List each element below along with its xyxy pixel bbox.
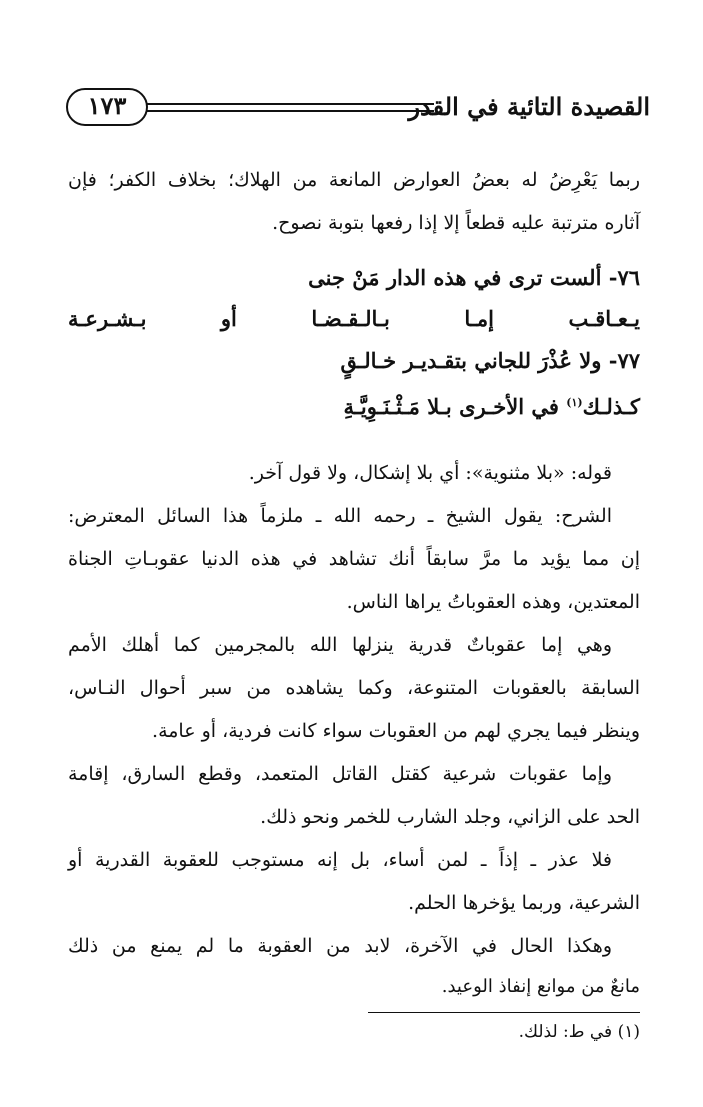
paragraph-line: مانعٌ من موانع إنفاذ الوعيد. bbox=[441, 976, 640, 997]
paragraph-line: المعتدين، وهذه العقوباتُ يراها الناس. bbox=[346, 591, 640, 613]
paragraph-line: الشرح: يقول الشيخ ـ رحمه الله ـ ملزماً هذا السائل المعترض: bbox=[68, 505, 612, 527]
verse-77-first-hemistich: ٧٧- ولا عُذْرَ للجاني بتقـديـر خـالـقٍ bbox=[340, 348, 640, 373]
intro-line: آثاره مترتبة عليه قطعاً إلا إذا رفعها بتوبة نصوح. bbox=[272, 212, 640, 234]
footnote-marker: (١) bbox=[566, 396, 583, 409]
paragraph-line: قوله: «بلا مثنوية»: أي بلا إشكال، ولا قول آخر. bbox=[248, 462, 612, 484]
paragraph-line: وهي إما عقوباتٌ قدرية ينزلها الله بالمجرمين كما أهلك الأمم bbox=[68, 634, 612, 656]
paragraph-line: السابقة بالعقوبات المتنوعة، وكما يشاهده من سبر أحوال النـاس، bbox=[68, 677, 640, 699]
header-title: القصيدة التائية في القدر bbox=[408, 92, 650, 121]
verse-76-first-hemistich: ٧٦- ألست ترى في هذه الدار مَنْ جنى bbox=[308, 265, 640, 290]
paragraph-line: وهكذا الحال في الآخرة، لابد من العقوبة ما لم يمنع من ذلك bbox=[68, 935, 612, 957]
paragraph-line: الشرعية، وربما يؤخرها الحلم. bbox=[408, 892, 640, 914]
verse-77-rest: في الأخـرى بـلا مَـثْـنَـوِيَّـةِ bbox=[343, 394, 567, 419]
running-header bbox=[66, 88, 650, 134]
verse-77-word: كـذلـك bbox=[582, 394, 640, 419]
paragraph-line: إن مما يؤيد ما مرَّ سابقاً أنك تشاهد في هذه الدنيا عقوبـاتِ الجناة bbox=[68, 548, 640, 570]
footnote-separator bbox=[368, 1012, 640, 1013]
verse-77-second-hemistich bbox=[68, 388, 640, 422]
intro-line: ربما يَعْرِضُ له بعضُ العوارض المانعة من الهلاك؛ بخلاف الكفر؛ فإن bbox=[68, 169, 640, 191]
paragraph-line: وينظر فيما يجري لهم من العقوبات سواء كانت فردية، أو عامة. bbox=[152, 720, 640, 742]
paragraph-line: الحد على الزاني، وجلد الشارب للخمر ونحو ذلك. bbox=[260, 806, 640, 828]
header-double-rule bbox=[146, 103, 434, 112]
footnote: (١) في ط: لذلك. bbox=[518, 1022, 640, 1042]
page-number: ١٧٣ bbox=[66, 88, 148, 126]
verse-76-second-hemistich: يـعـاقـب إمـا بـالـقـضـا أو بـشـرعـة bbox=[68, 306, 640, 331]
paragraph-line: وإما عقوبات شرعية كقتل القاتل المتعمد، وقطع السارق، إقامة bbox=[68, 763, 612, 785]
paragraph-line: فلا عذر ـ إذاً ـ لمن أساء، بل إنه مستوجب للعقوبة القدرية أو bbox=[68, 849, 612, 871]
